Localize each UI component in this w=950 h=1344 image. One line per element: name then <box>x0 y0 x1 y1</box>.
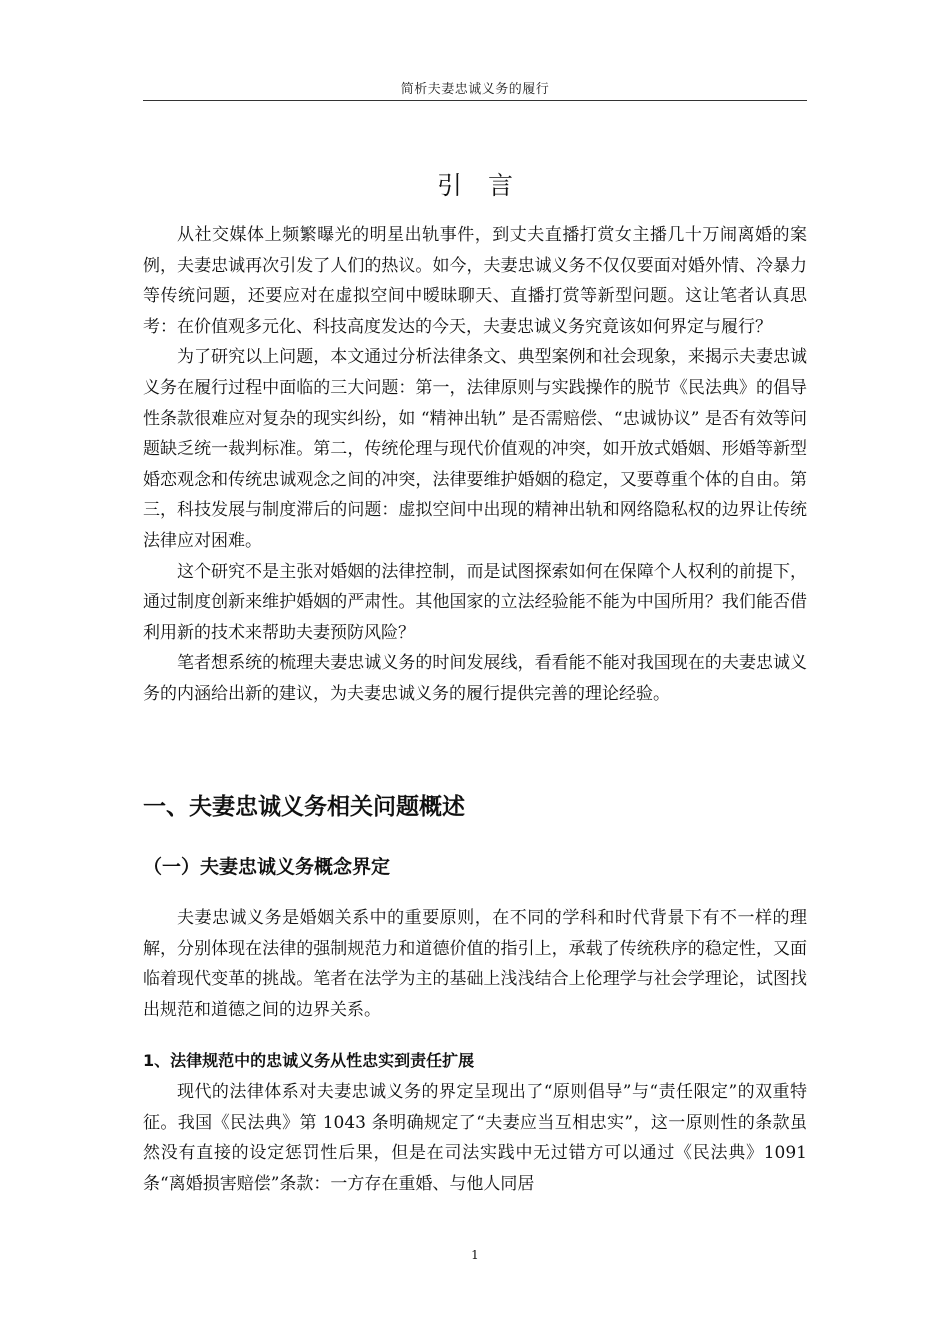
point-1-body <box>143 1077 807 1199</box>
section-1-heading: 一、夫妻忠诚义务相关问题概述 <box>143 794 465 820</box>
intro-paragraph-4: 笔者想系统的梳理夫妻忠诚义务的时间发展线，看看能不能对我国现在的夫妻忠诚义务的内涵给出新的建议，为夫妻忠诚义务的履行提供完善的理论经验。 <box>143 653 807 704</box>
intro-title: 引言 <box>436 171 539 200</box>
subsection-1-paragraph-1: 夫妻忠诚义务是婚姻关系中的重要原则，在不同的学科和时代背景下有不一样的理解，分别体现在法律的强制规范力和道德价值的指引上，承载了传统秩序的稳定性，又面临着现代变革的挑战。笔者在法学为主的基础上浅浅结合上伦理学与社会学理论，试图找出规范和道德之间的边界关系。 <box>143 908 807 1020</box>
subsection-1-body <box>143 903 807 1025</box>
subsection-1-heading: （一）夫妻忠诚义务概念界定 <box>143 856 391 878</box>
intro-paragraph-1: 从社交媒体上频繁曝光的明星出轨事件，到丈夫直播打赏女主播几十万闹离婚的案例，夫妻忠诚再次引发了人们的热议。如今，夫妻忠诚义务不仅仅要面对婚外情、冷暴力等传统问题，还要应对在虚拟空间中暧昧聊天、直播打赏等新型问题。这让笔者认真思考：在价值观多元化、科技高度发达的今天，夫妻忠诚义务究竟该如何界定与履行？ <box>143 225 807 337</box>
intro-body <box>143 220 807 710</box>
header-rule <box>143 100 807 101</box>
intro-paragraph-3: 这个研究不是主张对婚姻的法律控制，而是试图探索如何在保障个人权利的前提下，通过制度创新来维护婚姻的严肃性。其他国家的立法经验能不能为中国所用？我们能否借利用新的技术来帮助夫妻预防风险？ <box>143 561 807 643</box>
intro-paragraph-2: 为了研究以上问题，本文通过分析法律条文、典型案例和社会现象，来揭示夫妻忠诚义务在履行过程中面临的三大问题：第一，法律原则与实践操作的脱节《民法典》的倡导性条款很难应对复杂的现实纠纷，如 “精神出轨” 是否需赔偿、“忠诚协议” 是否有效等问题缺乏统一裁判标准。第二，传统伦理与现代价值观的冲突，如开放式婚姻、形婚等新型婚恋观念和传统忠诚观念之间的冲突，法律要维护婚姻的稳定，又要尊重个体的自由。第三，科技发展与制度滞后的问题：虚拟空间中出现的精神出轨和网络隐私权的边界让传统法律应对困难。 <box>143 347 807 551</box>
running-header: 简析夫妻忠诚义务的履行 <box>400 82 550 97</box>
page-number: 1 <box>471 1248 479 1262</box>
point-1-paragraph-1: 现代的法律体系对夫妻忠诚义务的界定呈现出了“原则倡导”与“责任限定”的双重特征。我国《民法典》第 1043 条明确规定了“夫妻应当互相忠实”，这一原则性的条款虽然没有直接的设定惩罚性后果，但是在司法实践中无过错方可以通过《民法典》1091 条“离婚损害赔偿”条款：一方存在重婚、与他人同居 <box>143 1082 807 1194</box>
point-1-heading: 1、法律规范中的忠诚义务从性忠实到责任扩展 <box>143 1051 475 1070</box>
